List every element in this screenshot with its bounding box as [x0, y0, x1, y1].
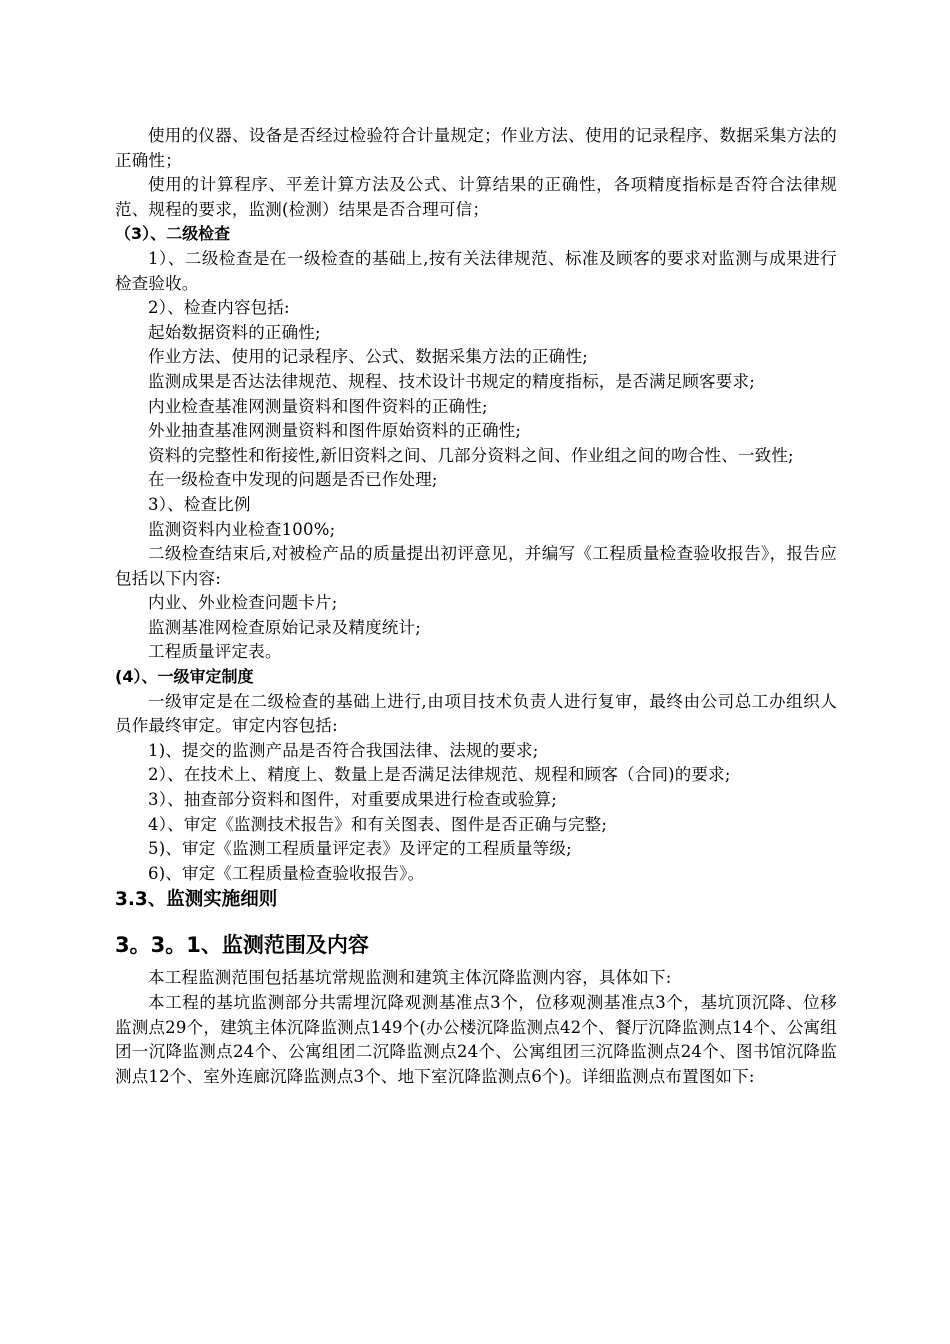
paragraph-check-ratio: 3）、检查比例	[148, 494, 251, 514]
list-item: 资料的完整性和衔接性,新旧资料之间、几部分资料之间、作业组之间的吻合性、一致性;	[148, 445, 794, 465]
paragraph-instrument-check: 使用的仪器、设备是否经过检验符合计量规定；作业方法、使用的记录程序、数据采集方法的正确性；	[115, 126, 837, 170]
list-item: 在一级检查中发现的问题是否已作处理;	[148, 470, 438, 490]
list-item: 1)、提交的监测产品是否符合我国法律、法规的要求;	[148, 740, 539, 760]
paragraph-scope: 本工程监测范围包括基坑常规监测和建筑主体沉降监测内容，具体如下:	[148, 968, 672, 988]
list-item: 6)、审定《工程质量检查验收报告》。	[148, 863, 425, 883]
list-item: 工程质量评定表。	[148, 642, 282, 662]
paragraph-secondary-intro: 1）、二级检查是在一级检查的基础上,按有关法律规范、标准及顾客的要求对监测与成果进行检查验收。	[115, 248, 837, 293]
document-body	[115, 124, 837, 1089]
list-item: 内业、外业检查问题卡片;	[148, 593, 338, 613]
list-item: 监测基准网检查原始记录及精度统计;	[148, 617, 421, 637]
list-item: 4）、审定《监测技术报告》和有关图表、图件是否正确与完整;	[148, 814, 608, 834]
list-item: 起始数据资料的正确性;	[148, 322, 321, 342]
section-heading-3-3-1: 3。3。1、监测范围及内容	[115, 933, 369, 958]
heading-secondary-inspection: （3）、二级检查	[115, 224, 231, 244]
list-item: 监测资料内业检查100%;	[148, 519, 336, 539]
list-item: 作业方法、使用的记录程序、公式、数据采集方法的正确性;	[148, 347, 588, 367]
paragraph-check-content: 2）、检查内容包括:	[148, 298, 290, 318]
list-item: 5)、审定《监测工程质量评定表》及评定的工程质量等级;	[148, 839, 572, 859]
paragraph-approval-intro: 一级审定是在二级检查的基础上进行,由项目技术负责人进行复审，最终由公司总工办组织人员作最终审定。审定内容包括:	[115, 691, 837, 736]
paragraph-report: 二级检查结束后,对被检产品的质量提出初评意见，并编写《工程质量检查验收报告》，报告应包括以下内容:	[115, 544, 837, 588]
paragraph-calculation-check: 使用的计算程序、平差计算方法及公式、计算结果的正确性，各项精度指标是否符合法律规范、规程的要求，监测(检测）结果是否合理可信；	[115, 175, 837, 219]
section-heading-3-3: 3.3、监测实施细则	[115, 889, 278, 911]
list-item: 监测成果是否达法律规范、规程、技术设计书规定的精度指标，是否满足顾客要求;	[148, 371, 755, 391]
list-item: 2）、在技术上、精度上、数量上是否满足法律规范、规程和顾客（合同)的要求;	[148, 765, 731, 785]
paragraph-monitoring-points: 本工程的基坑监测部分共需埋沉降观测基准点3个，位移观测基准点3个，基坑顶沉降、位移监测点29个，建筑主体沉降监测点149个(办公楼沉降监测点42个、餐厅沉降监测点14个、公寓组团一沉降监测点24个、公寓组团二沉降监测点24个、公寓组团三沉降监测点24个、图书馆沉降监测点12个、室外连廊沉降监测点3个、地下室沉降监测点6个)。详细监测点布置图如下:	[115, 993, 837, 1086]
list-item: 3）、抽查部分资料和图件，对重要成果进行检查或验算;	[148, 790, 558, 810]
heading-primary-approval: (4）、一级审定制度	[115, 667, 254, 687]
list-item: 内业检查基准网测量资料和图件资料的正确性;	[148, 396, 488, 416]
list-item: 外业抽查基准网测量资料和图件原始资料的正确性;	[148, 421, 522, 441]
